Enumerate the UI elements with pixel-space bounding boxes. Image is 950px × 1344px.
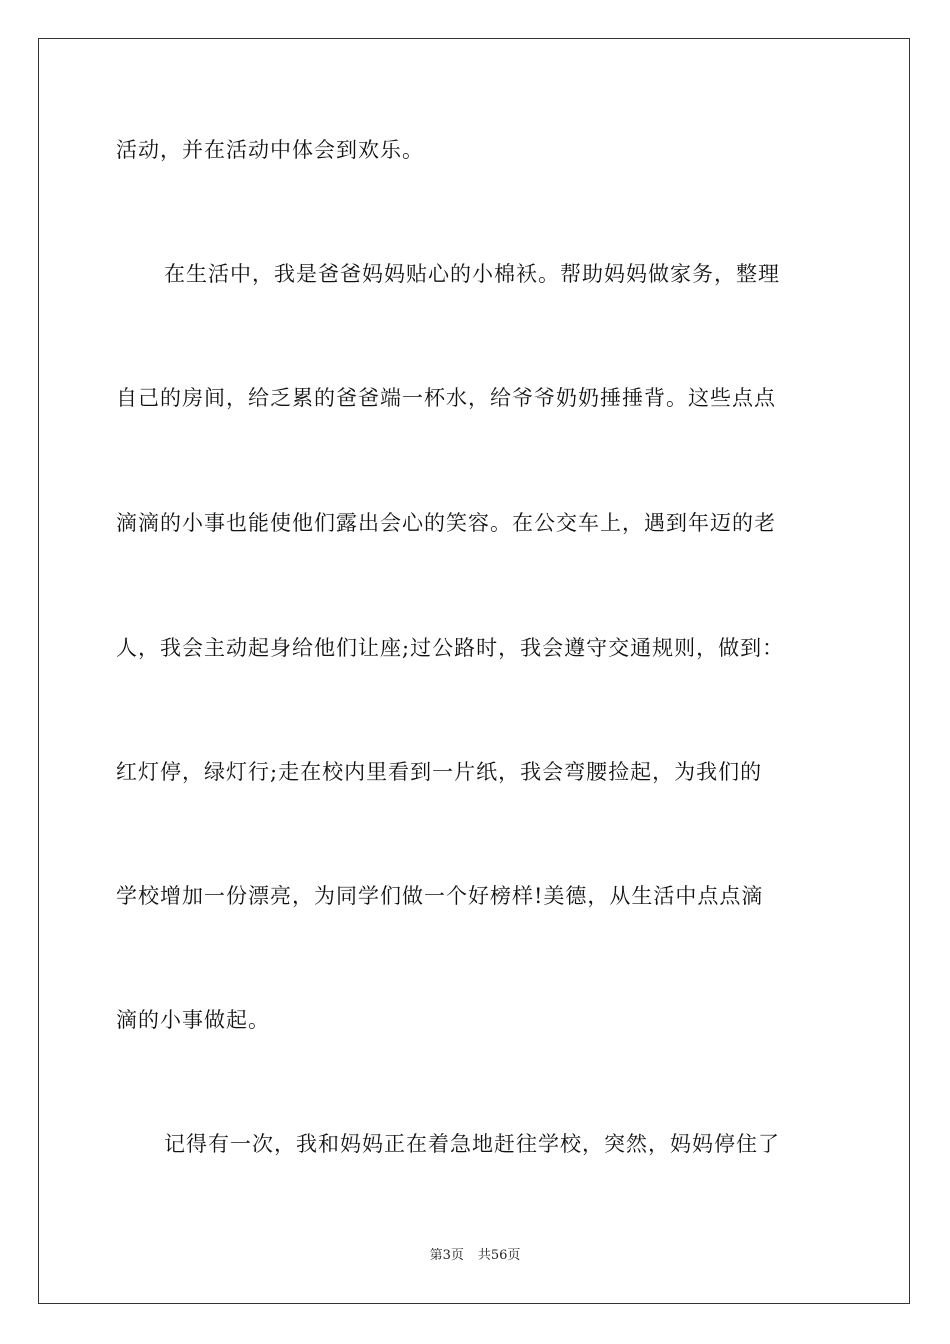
text-line-1: 活动，并在活动中体会到欢乐。 <box>116 138 424 162</box>
page-frame <box>38 38 910 1304</box>
page-footer <box>0 1247 950 1265</box>
text-line-5: 人，我会主动起身给他们让座;过公路时，我会遵守交通规则，做到： <box>116 636 785 660</box>
text-line-8: 滴的小事做起。 <box>116 1008 270 1032</box>
text-line-4: 滴滴的小事也能使他们露出会心的笑容。在公交车上，遇到年迈的老 <box>116 511 776 535</box>
total-pages: 共56页 <box>477 1248 521 1263</box>
text-line-6: 红灯停，绿灯行;走在校内里看到一片纸，我会弯腰捡起，为我们的 <box>116 760 763 784</box>
text-line-3: 自己的房间，给乏累的爸爸端一杯水，给爷爷奶奶捶捶背。这些点点 <box>116 386 776 410</box>
text-line-9: 记得有一次，我和妈妈正在着急地赶往学校，突然，妈妈停住了 <box>164 1132 780 1156</box>
text-line-7: 学校增加一份漂亮，为同学们做一个好榜样!美德，从生活中点点滴 <box>116 884 764 908</box>
page-number: 第3页 <box>429 1248 464 1263</box>
text-line-2: 在生活中，我是爸爸妈妈贴心的小棉袄。帮助妈妈做家务，整理 <box>164 262 780 286</box>
